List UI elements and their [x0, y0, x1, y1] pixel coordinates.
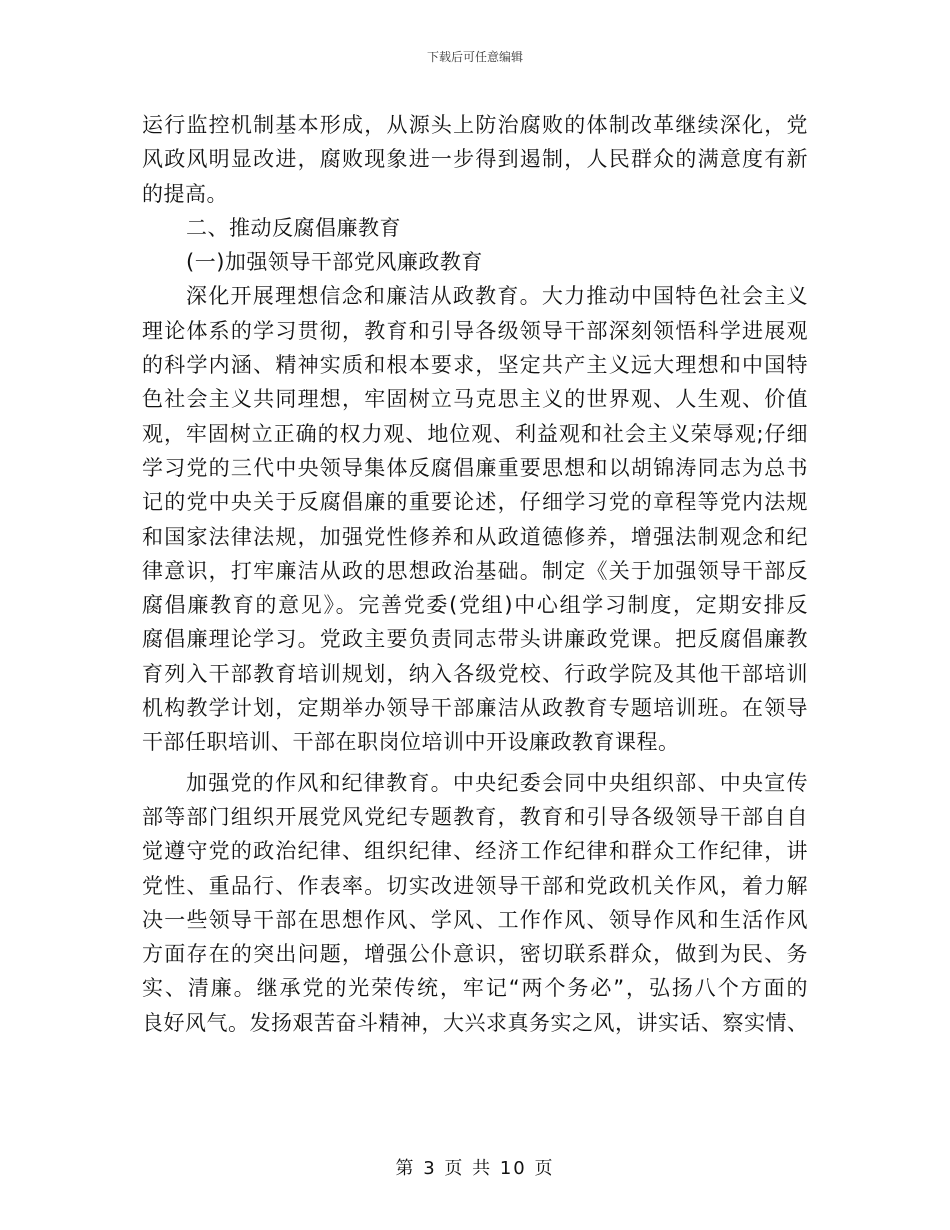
text-line: 育列入干部教育培训规划，纳入各级党校、行政学院及其他干部培训	[142, 661, 808, 686]
text-line: 运行监控机制基本形成，从源头上防治腐败的体制改革继续深化，党	[142, 113, 808, 137]
text-line: 风政风明显改进，腐败现象进一步得到遏制，人民群众的满意度有新	[142, 147, 808, 172]
text-line: 律意识，打牢廉洁从政的思想政治基础。制定《关于加强领导干部反	[142, 558, 808, 583]
text-line: 色社会主义共同理想，牢固树立马克思主义的世界观、人生观、价值	[142, 387, 808, 412]
text-line: 良好风气。发扬艰苦奋斗精神，大兴求真务实之风，讲实话、察实情、	[142, 1010, 808, 1035]
text-line: 党性、重品行、作表率。切实改进领导干部和党政机关作风，着力解	[142, 873, 808, 898]
text-line: 实、清廉。继承党的光荣传统，牢记“两个务必”，弘扬八个方面的	[142, 976, 808, 1001]
subsection-heading: (一)加强领导干部党风廉政教育	[186, 250, 483, 275]
text-line: 学习党的三代中央领导集体反腐倡廉重要思想和以胡锦涛同志为总书	[142, 455, 808, 480]
document-body	[142, 108, 808, 1040]
text-line: 机构教学计划，定期举办领导干部廉洁从政教育专题培训班。在领导	[142, 696, 808, 721]
text-line: 记的党中央关于反腐倡廉的重要论述，仔细学习党的章程等党内法规	[142, 490, 808, 515]
text-line: 和国家法律法规，加强党性修养和从政道德修养，增强法制观念和纪	[142, 524, 808, 549]
text-line: 腐倡廉教育的意见》。完善党委(党组)中心组学习制度，定期安排反	[142, 593, 808, 618]
page-number: 第 3 页 共 10 页	[395, 1158, 555, 1179]
text-line: 理论体系的学习贯彻，教育和引导各级领导干部深刻领悟科学进展观	[142, 318, 808, 343]
text-line: 观，牢固树立正确的权力观、地位观、利益观和社会主义荣辱观;仔细	[142, 421, 808, 446]
text-line: 觉遵守党的政治纪律、组织纪律、经济工作纪律和群众工作纪律，讲	[142, 839, 808, 864]
section-heading: 二、推动反腐倡廉教育	[186, 215, 401, 240]
text-line: 的提高。	[142, 181, 228, 206]
text-line: 决一些领导干部在思想作风、学风、工作作风、领导作风和生活作风	[142, 907, 808, 932]
text-line: 加强党的作风和纪律教育。中央纪委会同中央组织部、中央宣传	[186, 770, 808, 795]
text-line: 腐倡廉理论学习。党政主要负责同志带头讲廉政党课。把反腐倡廉教	[142, 627, 808, 652]
text-line: 的科学内涵、精神实质和根本要求，坚定共产主义远大理想和中国特	[142, 353, 808, 378]
text-line: 方面存在的突出问题，增强公仆意识，密切联系群众，做到为民、务	[142, 942, 808, 967]
text-line: 干部任职培训、干部在职岗位培训中开设廉政教育课程。	[142, 730, 680, 755]
page-header: 下载后可任意编辑	[426, 50, 523, 64]
text-line: 部等部门组织开展党风党纪专题教育，教育和引导各级领导干部自自	[142, 804, 808, 829]
text-line: 深化开展理想信念和廉洁从政教育。大力推动中国特色社会主义	[186, 284, 808, 309]
